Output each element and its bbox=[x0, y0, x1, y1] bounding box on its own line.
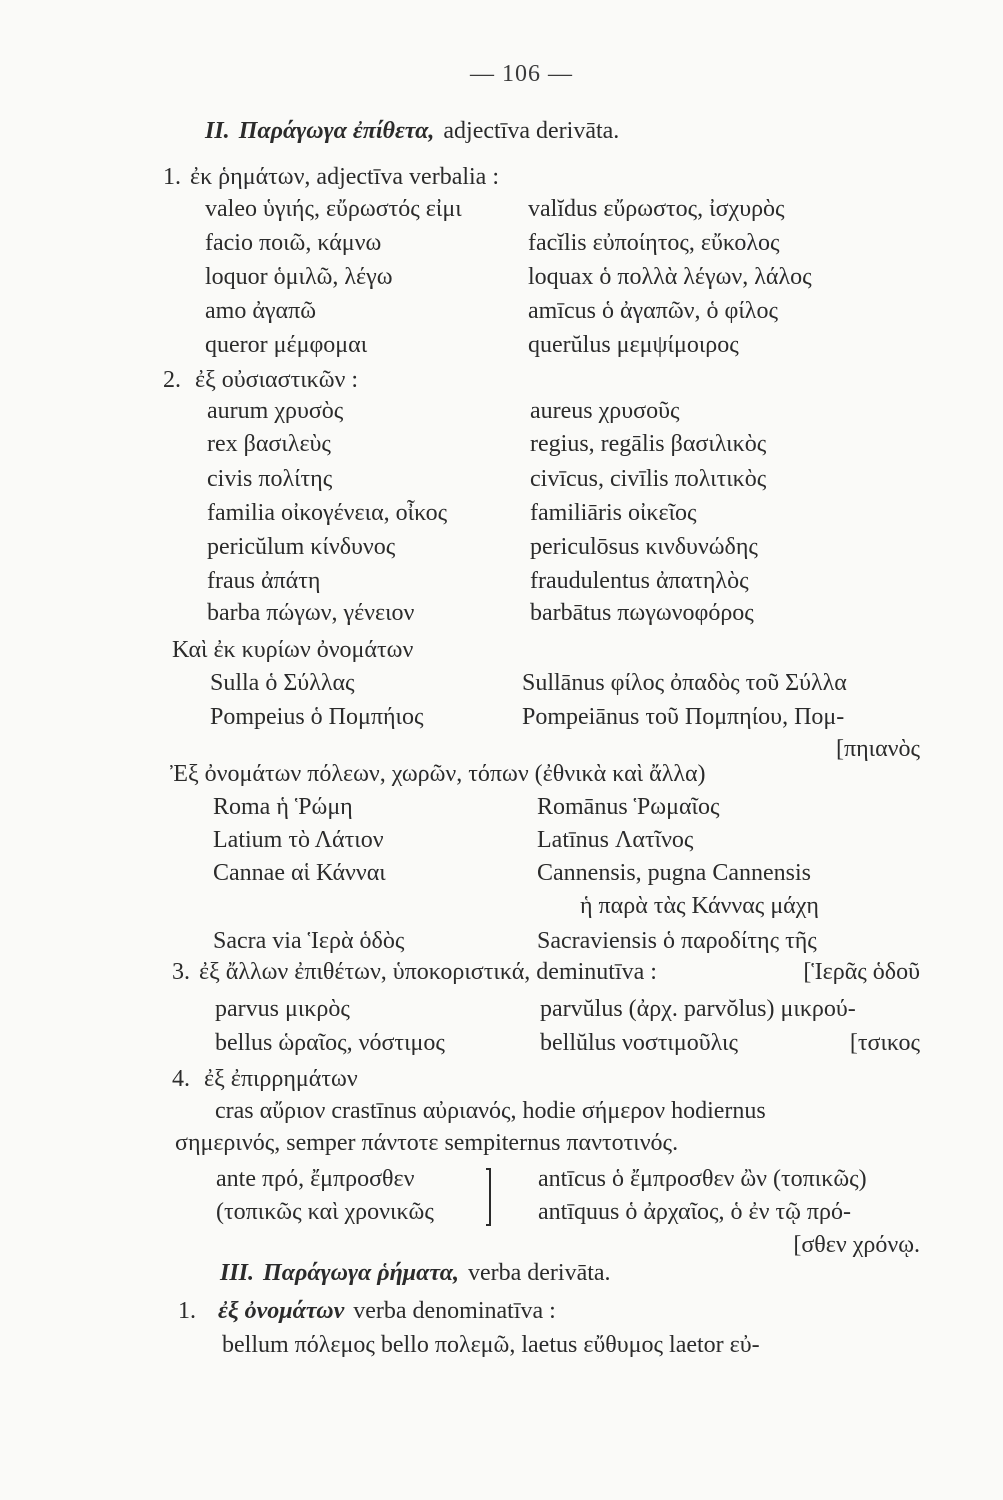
entry-row bbox=[0, 532, 1003, 562]
subsection-heading bbox=[172, 957, 657, 987]
derived-word: bellŭlus νοστιμοῦλις bbox=[540, 1030, 738, 1056]
derived-word: facĭlis εὐποίητος, εὔκολος bbox=[528, 230, 780, 256]
derived-word: Sacraviensis ὁ παροδίτης τῆς bbox=[537, 928, 817, 954]
derived-word: Pompeiānus τοῦ Πομπηίου, Πομ- bbox=[522, 704, 845, 730]
subsection-number: 4. bbox=[172, 1066, 190, 1092]
subsection-title: ἐξ ἄλλων ἐπιθέτων, ὑποκοριστικά, deminutīva : bbox=[199, 959, 657, 985]
derived-word: antīquus ὁ ἀρχαῖος, ὁ ἐν τῷ πρό- bbox=[538, 1199, 851, 1225]
entry-row bbox=[0, 702, 1003, 732]
base-word: ante πρό, ἔμπροσθεν bbox=[216, 1166, 415, 1192]
derived-word: civīcus, civīlis πολιτικὸς bbox=[530, 466, 767, 492]
subsection-number: 1. bbox=[163, 164, 181, 190]
derived-word: querŭlus μεμψίμοιρος bbox=[528, 332, 739, 358]
base-word: rex βασιλεὺς bbox=[207, 431, 331, 457]
base-word: queror μέμφομαι bbox=[205, 332, 368, 358]
subsection-number: 1. bbox=[178, 1298, 196, 1324]
base-word: (τοπικῶς καὶ χρονικῶς bbox=[216, 1199, 434, 1225]
grouping-bracket bbox=[486, 1168, 491, 1226]
entry-row bbox=[0, 429, 1003, 459]
entry-row bbox=[0, 330, 1003, 360]
derived-word: familiāris οἰκεῖος bbox=[530, 500, 697, 526]
continuation-line: [Ἱερᾶς ὁδοῦ bbox=[803, 959, 920, 985]
subsection-heading: Καὶ ἐκ κυρίων ὀνομάτων bbox=[172, 637, 414, 663]
section-number: III. bbox=[220, 1260, 255, 1286]
subsection-title: verba denominatīva : bbox=[353, 1298, 556, 1324]
base-word: Pompeius ὁ Πομπήιος bbox=[210, 704, 424, 730]
entry-row bbox=[0, 396, 1003, 426]
continuation-line: ἡ παρὰ τὰς Κάννας μάχη bbox=[580, 893, 819, 919]
entry-row bbox=[0, 1197, 1003, 1227]
entry-row bbox=[0, 464, 1003, 494]
section-heading bbox=[220, 1258, 611, 1288]
derived-word: fraudulentus ἀπατηλὸς bbox=[530, 568, 749, 594]
entry-row bbox=[0, 668, 1003, 698]
subsection-title: ἐκ ῥημάτων, adjectīva verbalia : bbox=[190, 164, 499, 190]
section-title: Παράγωγα ἐπίθετα, bbox=[238, 118, 435, 144]
section-heading bbox=[205, 116, 619, 146]
page-number: — 106 — bbox=[470, 61, 573, 87]
entry-row bbox=[0, 792, 1003, 822]
derived-word: Sullānus φίλος ὀπαδὸς τοῦ Σύλλα bbox=[522, 670, 847, 696]
entry-row bbox=[0, 498, 1003, 528]
base-word: loquor ὁμιλῶ, λέγω bbox=[205, 264, 393, 290]
derived-word: antīcus ὁ ἔμπροσθεν ὢν (τοπικῶς) bbox=[538, 1166, 867, 1192]
subsection-number: 3. bbox=[172, 959, 190, 985]
base-word: civis πολίτης bbox=[207, 466, 333, 492]
continuation-line: [τσικος bbox=[849, 1030, 920, 1056]
entry-row bbox=[0, 1164, 1003, 1194]
section-subtitle: adjectīva derivāta. bbox=[443, 118, 620, 144]
entry-row bbox=[0, 262, 1003, 292]
derived-word: barbātus πωγωνοφόρος bbox=[530, 600, 754, 626]
derived-word: aureus χρυσοῦς bbox=[530, 398, 680, 424]
base-word: bellus ὡραῖος, νόστιμος bbox=[215, 1030, 445, 1056]
derived-word: loquax ὁ πολλὰ λέγων, λάλος bbox=[528, 264, 812, 290]
derived-word: periculōsus κινδυνώδης bbox=[530, 534, 758, 560]
base-word: familia οἰκογένεια, οἶκος bbox=[207, 500, 448, 526]
continuation-line: [πηιανὸς bbox=[835, 736, 920, 762]
subsection-heading bbox=[172, 1064, 358, 1094]
base-word: Sulla ὁ Σύλλας bbox=[210, 670, 355, 696]
subsection-title: ἐξ ἐπιρρημάτων bbox=[204, 1066, 358, 1092]
derived-word: Cannensis, pugna Cannensis bbox=[537, 860, 811, 886]
text-line: σημερινός, semper πάντοτε sempiternus παντοτινός. bbox=[175, 1130, 679, 1156]
subsection-heading: Ἐξ ὀνομάτων πόλεων, χωρῶν, τόπων (ἐθνικὰ καὶ ἄλλα) bbox=[170, 761, 706, 787]
section-subtitle: verba derivāta. bbox=[467, 1260, 611, 1286]
base-word: Cannae αἱ Κάνναι bbox=[213, 860, 386, 886]
continuation-line: [σθεν χρόνῳ. bbox=[793, 1232, 920, 1258]
text-line: bellum πόλεμος bello πολεμῶ, laetus εὔθυμος laetor εὐ- bbox=[222, 1332, 760, 1358]
entry-row bbox=[0, 228, 1003, 258]
entry-row bbox=[0, 566, 1003, 596]
base-word: Sacra via Ἱερὰ ὁδὸς bbox=[213, 928, 405, 954]
text-line: cras αὔριον crastīnus αὐριανός, hodie σήμερον hodiernus bbox=[215, 1098, 766, 1124]
section-title: Παράγωγα ῥήματα, bbox=[263, 1260, 459, 1286]
base-word: fraus ἀπάτη bbox=[207, 568, 321, 594]
base-word: Roma ἡ Ῥώμη bbox=[213, 794, 353, 820]
subsection-title-emphasis: ἐξ ὀνομάτων bbox=[218, 1298, 345, 1324]
base-word: aurum χρυσὸς bbox=[207, 398, 344, 424]
derived-word: parvŭlus (ἀρχ. parvŏlus) μικρού- bbox=[540, 996, 856, 1022]
entry-row bbox=[0, 858, 1003, 888]
subsection-title: ἐξ οὐσιαστικῶν : bbox=[195, 367, 359, 393]
section-number: II. bbox=[205, 118, 230, 144]
base-word: amo ἀγαπῶ bbox=[205, 298, 316, 324]
entry-row bbox=[0, 194, 1003, 224]
base-word: parvus μικρὸς bbox=[215, 996, 350, 1022]
derived-word: regius, regālis βασιλικὸς bbox=[530, 431, 767, 457]
derived-word: Latīnus Λατῖνος bbox=[537, 827, 694, 853]
base-word: valeo ὑγιής, εὔρωστός εἰμι bbox=[205, 196, 462, 222]
derived-word: amīcus ὁ ἀγαπῶν, ὁ φίλος bbox=[528, 298, 778, 324]
derived-word: valĭdus εὔρωστος, ἰσχυρὸς bbox=[528, 196, 785, 222]
entry-row bbox=[0, 926, 1003, 956]
derived-word: Romānus Ῥωμαῖος bbox=[537, 794, 720, 820]
base-word: facio ποιῶ, κάμνω bbox=[205, 230, 382, 256]
base-word: pericŭlum κίνδυνος bbox=[207, 534, 396, 560]
entry-row bbox=[0, 994, 1003, 1024]
subsection-heading bbox=[163, 162, 499, 192]
subsection-number: 2. bbox=[163, 367, 181, 393]
subsection-heading bbox=[178, 1296, 556, 1326]
subsection-heading bbox=[163, 365, 358, 395]
entry-row bbox=[0, 825, 1003, 855]
base-word: barba πώγων, γένειον bbox=[207, 600, 415, 626]
base-word: Latium τὸ Λάτιον bbox=[213, 827, 384, 853]
entry-row bbox=[0, 598, 1003, 628]
entry-row bbox=[0, 296, 1003, 326]
